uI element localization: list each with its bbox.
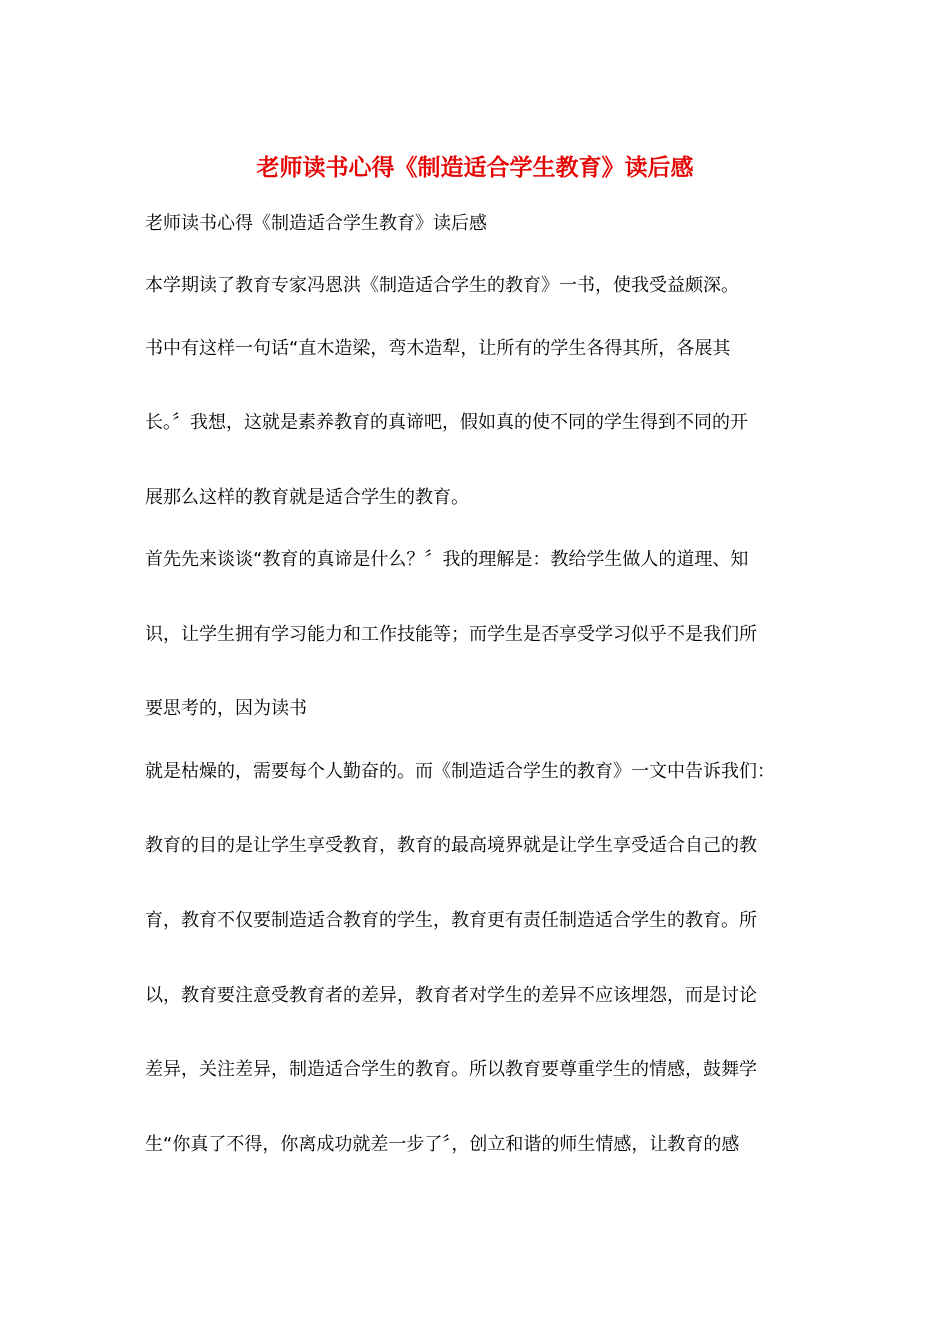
text-line: 育，教育不仅要制造适合教育的学生，教育更有责任制造适合学生的教育。所 (145, 910, 757, 931)
text-line: 识，让学生拥有学习能力和工作技能等；而学生是否享受学习似乎不是我们所 (145, 624, 757, 645)
text-line: 书中有这样一句话“直木造梁，弯木造犁，让所有的学生各得其所，各展其 (145, 338, 731, 359)
text-line: 教育的目的是让学生享受教育，教育的最高境界就是让学生享受适合自己的教 (145, 835, 757, 856)
text-line: 以，教育要注意受教育者的差异，教育者对学生的差异不应该埋怨，而是讨论 (145, 985, 757, 1006)
text-line: 生“你真了不得，你离成功就差一步了〞，创立和谐的师生情感，让教育的感 (145, 1134, 740, 1155)
document-subtitle: 老师读书心得《制造适合学生教育》读后感 (145, 213, 487, 234)
text-line: 首先先来谈谈“教育的真谛是什么？〞我的理解是：教给学生做人的道理、知 (145, 549, 749, 570)
text-line: 就是枯燥的，需要每个人勤奋的。而《制造适合学生的教育》一文中告诉我们： (145, 761, 775, 782)
text-line: 本学期读了教育专家冯恩洪《制造适合学生的教育》一书，使我受益颇深。 (145, 275, 739, 296)
text-line: 要思考的，因为读书 (145, 698, 307, 719)
text-line: 长。〞我想，这就是素养教育的真谛吧，假如真的使不同的学生得到不同的开 (145, 412, 748, 433)
document-title: 老师读书心得《制造适合学生教育》读后感 (256, 155, 694, 181)
text-line: 差异，关注差异，制造适合学生的教育。所以教育要尊重学生的情感，鼓舞学 (145, 1059, 757, 1080)
text-line: 展那么这样的教育就是适合学生的教育。 (145, 487, 469, 508)
